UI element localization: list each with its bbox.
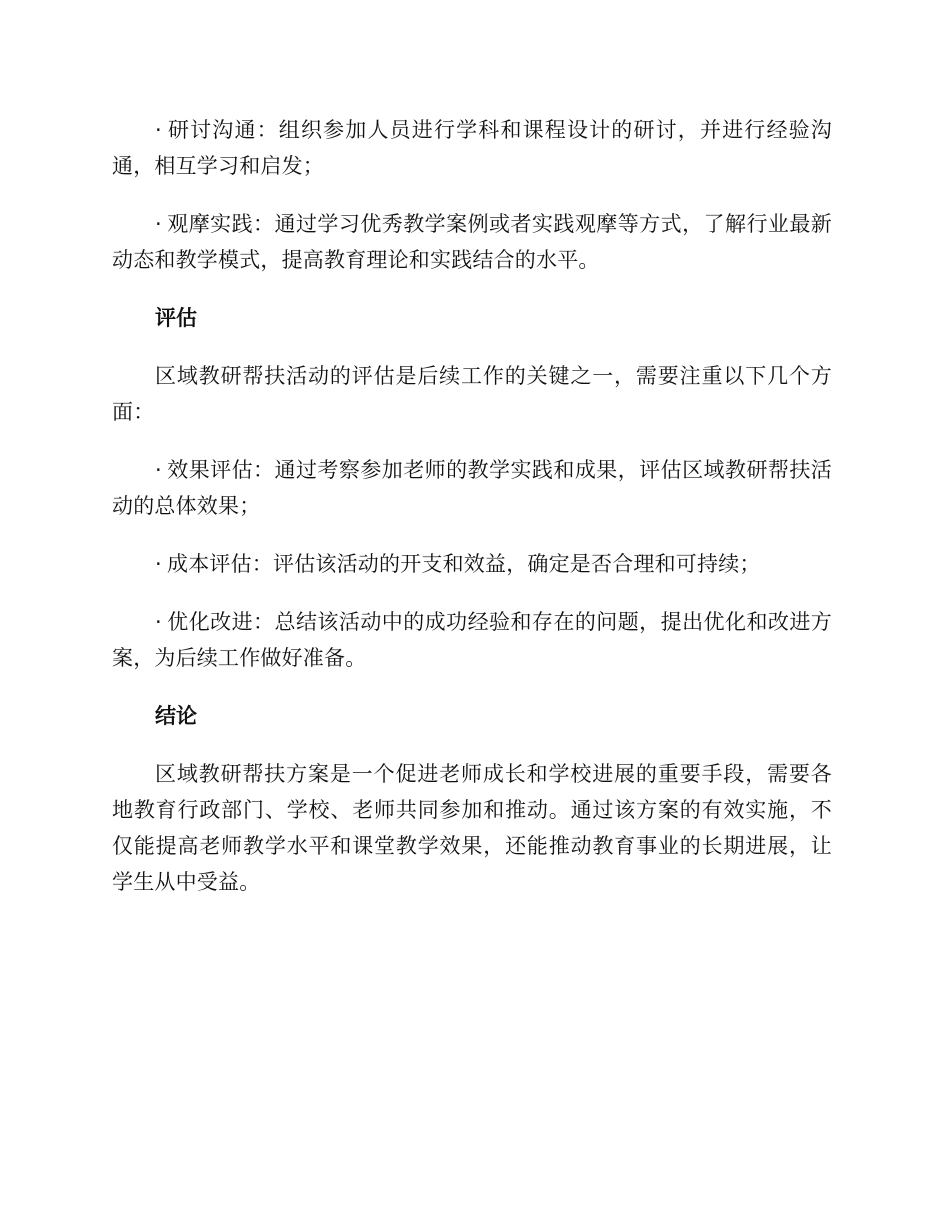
section-heading-evaluation: 评估 <box>155 306 197 330</box>
bullet-text: 观摩实践：通过学习优秀教学案例或者实践观摩等方式，了解行业最新动态和教学模式，提高教育理论和实践结合的水平。 <box>112 212 832 272</box>
bullet-item-discussion <box>112 112 832 184</box>
bullet-item-observation <box>112 206 832 278</box>
bullet-dot: · <box>155 212 162 236</box>
bullet-item-optimization <box>112 604 832 676</box>
bullet-text: 研讨沟通：组织参加人员进行学科和课程设计的研讨，并进行经验沟通，相互学习和启发； <box>112 118 832 178</box>
bullet-dot: · <box>155 118 162 142</box>
bullet-text: 成本评估：评估该活动的开支和效益，确定是否合理和可持续； <box>167 552 761 576</box>
bullet-dot: · <box>155 610 162 634</box>
bullet-item-effect-evaluation <box>112 452 832 524</box>
bullet-text: 效果评估：通过考察参加老师的教学实践和成果，评估区域教研帮扶活动的总体效果； <box>112 458 832 518</box>
paragraph-conclusion: 区域教研帮扶方案是一个促进老师成长和学校进展的重要手段，需要各地教育行政部门、学校、老师共同参加和推动。通过该方案的有效实施，不仅能提高老师教学水平和课堂教学效果，还能推动教育事业的长期进展，让学生从中受益。 <box>112 762 832 894</box>
bullet-dot: · <box>155 552 162 576</box>
paragraph-evaluation-intro: 区域教研帮扶活动的评估是后续工作的关键之一，需要注重以下几个方面： <box>112 364 832 424</box>
bullet-text: 优化改进：总结该活动中的成功经验和存在的问题，提出优化和改进方案，为后续工作做好准备。 <box>112 610 832 670</box>
bullet-dot: · <box>155 458 162 482</box>
section-heading-conclusion: 结论 <box>155 704 197 728</box>
bullet-item-cost-evaluation <box>112 546 832 582</box>
